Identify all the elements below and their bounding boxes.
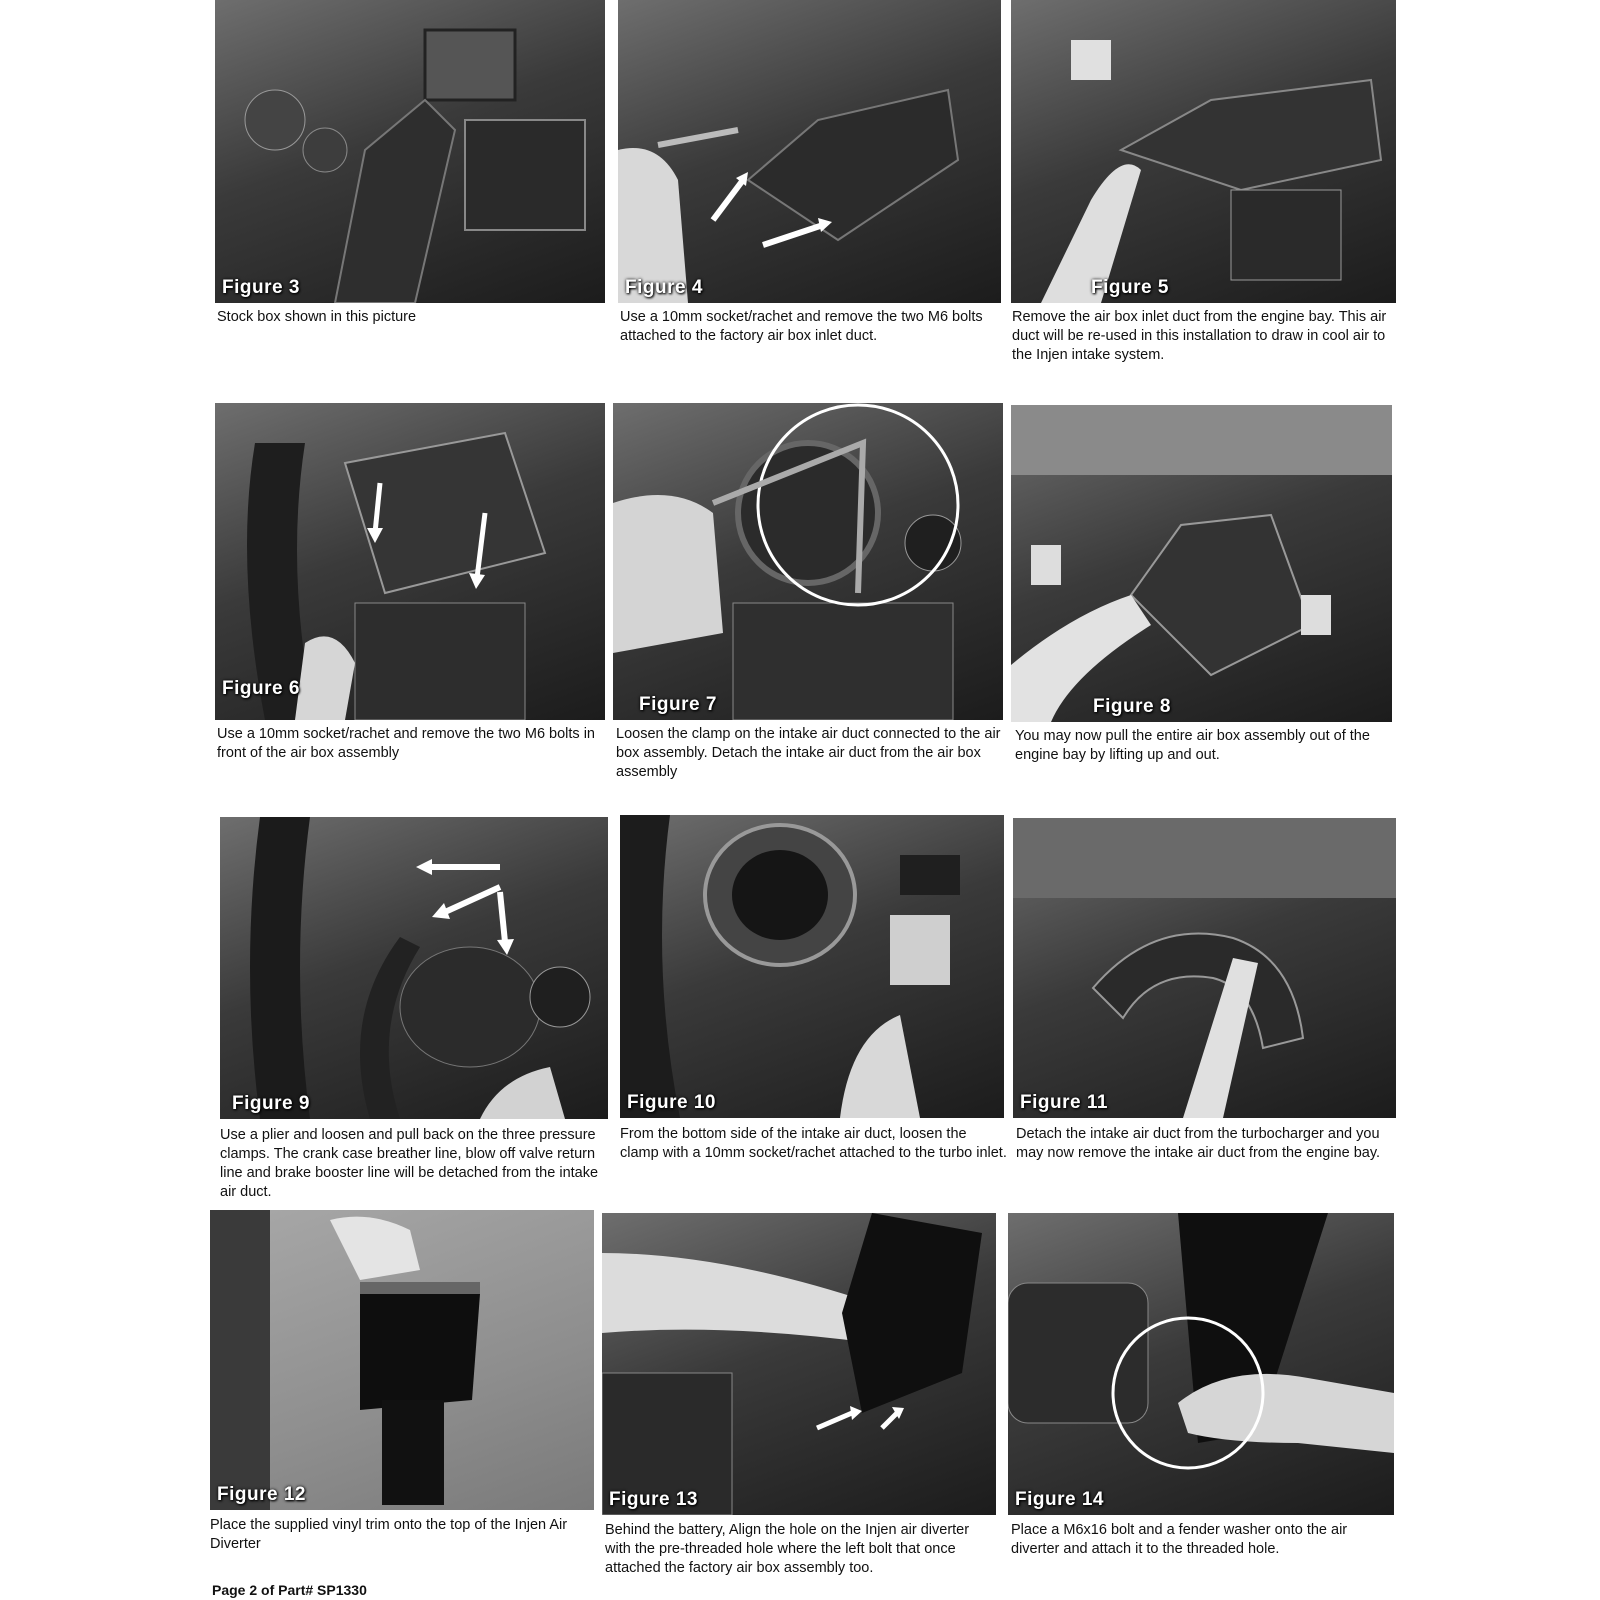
figure-10-label: Figure 10 (627, 1092, 716, 1113)
figure-5-caption: Remove the air box inlet duct from the engine bay. This air duct will be re-used in this installation to draw in cool air to the Injen intake system. (1012, 309, 1387, 363)
page-footer: Page 2 of Part# SP1330 (212, 1582, 367, 1598)
figure-4-caption: Use a 10mm socket/rachet and remove the two M6 bolts attached to the factory air box inlet duct. (620, 309, 983, 344)
figure-10-photo (620, 815, 1004, 1118)
figure-12-label: Figure 12 (217, 1484, 306, 1505)
figure-3-photo (215, 0, 605, 303)
figure-14-label: Figure 14 (1015, 1489, 1104, 1510)
figure-5-photo (1011, 0, 1396, 303)
figure-3-caption: Stock box shown in this picture (217, 309, 417, 325)
figure-10-caption: From the bottom side of the intake air duct, loosen the clamp with a 10mm socket/rachet attached to the turbo inlet. (620, 1126, 1007, 1161)
figure-13-photo (602, 1213, 996, 1515)
figure-9-label: Figure 9 (232, 1093, 310, 1114)
figure-14-photo (1008, 1213, 1394, 1515)
figure-9-caption: Use a plier and loosen and pull back on the three pressure clamps. The crank case breather line, blow off valve return line and brake booster line will be detached from the intake air duct. (220, 1127, 599, 1200)
figure-6-caption: Use a 10mm socket/rachet and remove the two M6 bolts in front of the air box assembly (217, 726, 595, 761)
figure-13-label: Figure 13 (609, 1489, 698, 1510)
figure-11-photo (1013, 818, 1396, 1118)
figure-12-caption: Place the supplied vinyl trim onto the top of the Injen Air Diverter (210, 1517, 568, 1552)
figure-7-photo (613, 403, 1003, 720)
figure-11-label: Figure 11 (1020, 1092, 1108, 1113)
figure-8-label: Figure 8 (1093, 696, 1171, 717)
figure-7-label: Figure 7 (639, 694, 717, 715)
figure-7-caption: Loosen the clamp on the intake air duct connected to the air box assembly. Detach the intake air duct from the air box assembly (616, 726, 1001, 780)
figure-4-label: Figure 4 (625, 277, 703, 298)
figure-8-photo (1011, 405, 1392, 722)
figure-14-caption: Place a M6x16 bolt and a fender washer onto the air diverter and attach it to the threaded hole. (1011, 1522, 1348, 1557)
figure-4-photo (618, 0, 1001, 303)
figure-3-label: Figure 3 (222, 277, 300, 298)
figure-6-label: Figure 6 (222, 678, 300, 699)
figure-9-photo (220, 817, 608, 1119)
figure-5-label: Figure 5 (1091, 277, 1169, 298)
figure-11-caption: Detach the intake air duct from the turbocharger and you may now remove the intake air duct from the engine bay. (1016, 1126, 1381, 1161)
figure-12-photo (210, 1210, 594, 1510)
figure-13-caption: Behind the battery, Align the hole on the Injen air diverter with the pre-threaded hole where the left bolt that once attached the factory air box assembly too. (605, 1522, 970, 1576)
figure-8-caption: You may now pull the entire air box assembly out of the engine bay by lifting up and out. (1015, 728, 1370, 763)
figure-6-photo (215, 403, 605, 720)
